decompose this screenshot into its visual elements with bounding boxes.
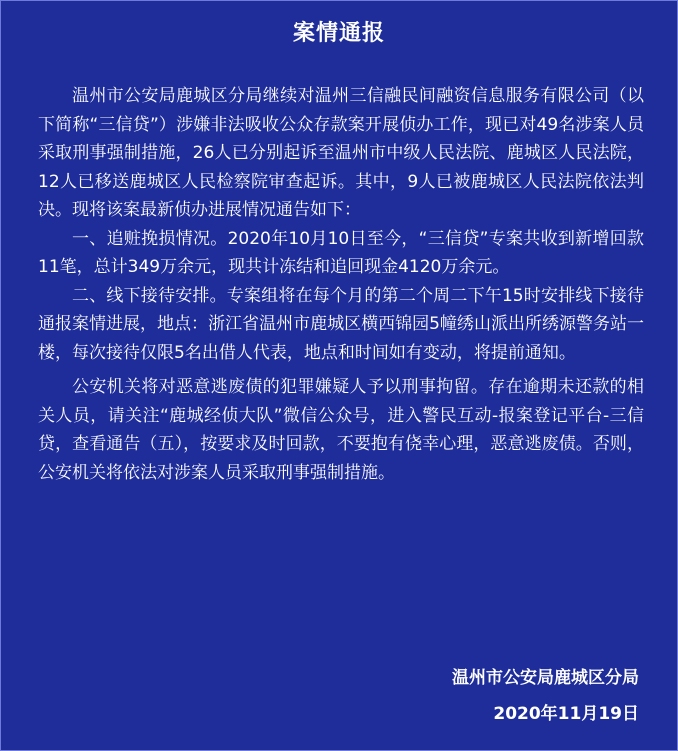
paragraph-intro: 温州市公安局鹿城区分局继续对温州三信融民间融资信息服务有限公司（以下简称“三信贷”）涉嫌非法吸收公众存款案开展侦办工作，现已对49名涉案人员采取刑事强制措施，26人已分别起诉至温州市中级人民法院、鹿城区人民法院，12人已移送鹿城区人民检察院审查起诉。其中，9人已被鹿城区人民法院依法判决。现将该案最新侦办进展情况通告如下： bbox=[38, 86, 644, 220]
paragraph-warning: 公安机关将对恶意逃废债的犯罪嫌疑人予以刑事拘留。存在逾期未还款的相关人员，请关注“鹿城经侦大队”微信公众号，进入警民互动-报案登记平台-三信贷，查看通告（五），按要求及时回款，不要抱有侥幸心理，恶意逃废债。否则，公安机关将依法对涉案人员采取刑事强制措施。 bbox=[38, 377, 644, 483]
paragraph-recovery: 一、追赃挽损情况。2020年10月10日至今，“三信贷”专案共收到新增回款11笔，总计349万余元，现共计冻结和追回现金4120万余元。 bbox=[38, 228, 644, 277]
issuer-name: 温州市公安局鹿城区分局 bbox=[452, 668, 639, 688]
document-title: 案情通报 bbox=[292, 21, 385, 46]
paragraph-reception: 二、线下接待安排。专案组将在每个月的第二个周二下午15时安排线下接待通报案情进展，地点：浙江省温州市鹿城区横西锦园5幢绣山派出所绣源警务站一楼，每次接待仅限5名出借人代表，地点和时间如有变动，将提前通知。 bbox=[38, 285, 644, 363]
issue-date: 2020年11月19日 bbox=[493, 704, 639, 724]
document-body bbox=[38, 82, 644, 487]
signature-block bbox=[452, 660, 639, 732]
